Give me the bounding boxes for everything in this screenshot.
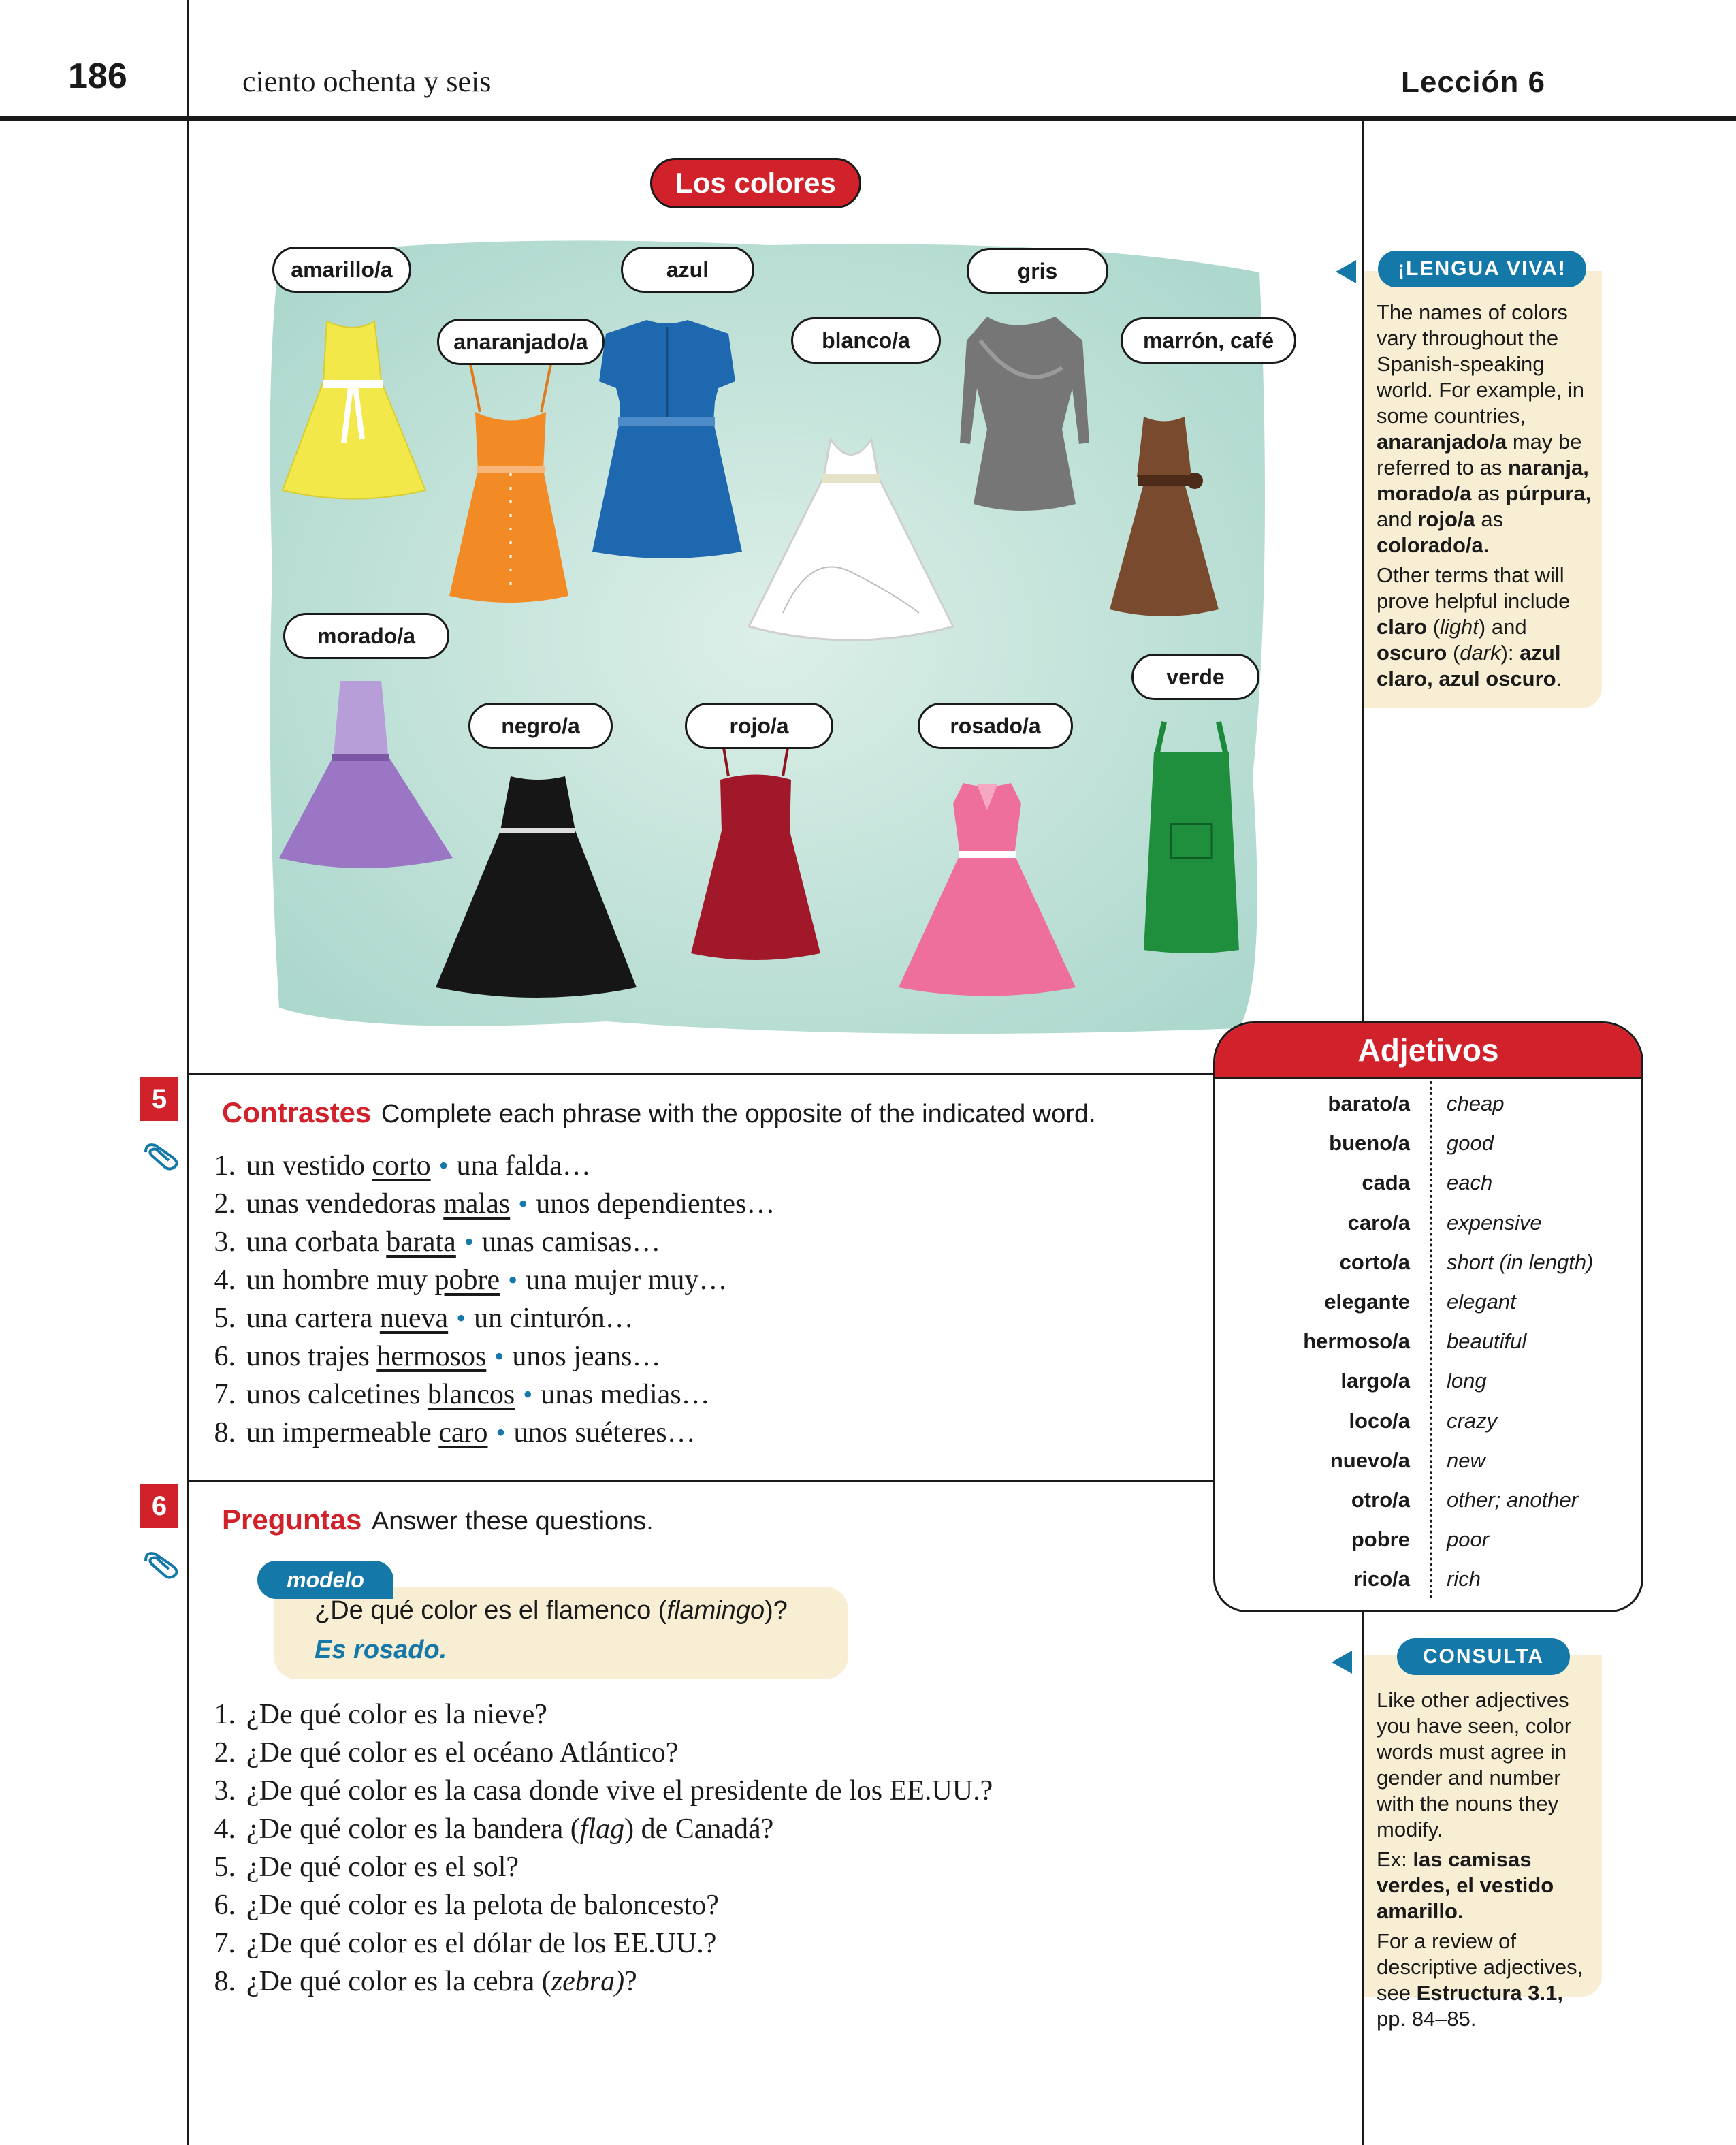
vocab-english: poor	[1447, 1527, 1490, 1552]
vocab-row	[1215, 1083, 1641, 1123]
label-amarillo: amarillo/a	[272, 247, 411, 293]
question-italic: flag	[579, 1813, 625, 1845]
vocab-spanish: barato/a	[1328, 1092, 1410, 1115]
label-blanco: blanco/a	[791, 317, 941, 364]
item-suffix: unos jeans…	[512, 1341, 661, 1372]
vocab-spanish: loco/a	[1349, 1408, 1410, 1433]
item-number: 1.	[214, 1150, 236, 1181]
bullet-icon: •	[518, 1188, 528, 1219]
consulta-text: Like other adjectives you have seen, color words must agree in gender and number with the nouns they modify. Ex: las camisas verdes, el vestido amarillo. For a review of descriptive adjectives, see Estructura 3.1, pp. 84–85.	[1377, 1688, 1584, 2031]
item-suffix: unas camisas…	[481, 1226, 661, 1258]
question-item	[197, 1886, 993, 1924]
exercise-item	[197, 1337, 775, 1376]
vocab-english: long	[1447, 1369, 1487, 1393]
vocab-english: beautiful	[1447, 1329, 1527, 1354]
vocab-spanish: elegante	[1324, 1290, 1410, 1314]
vocab-spanish: rico/a	[1353, 1567, 1410, 1591]
item-prefix: un vestido	[246, 1150, 372, 1181]
activity6-heading	[222, 1504, 654, 1536]
item-suffix: unos dependientes…	[536, 1188, 775, 1220]
activity5-heading	[222, 1096, 1096, 1129]
label-verde: verde	[1131, 654, 1259, 700]
vocab-spanish: cada	[1362, 1171, 1410, 1195]
vocab-row	[1215, 1242, 1641, 1282]
item-suffix: una falda…	[456, 1150, 591, 1181]
vocab-spanish: bueno/a	[1329, 1131, 1410, 1156]
item-key-word: hermosos	[376, 1341, 487, 1372]
label-marron-cafe: marrón, café	[1121, 317, 1296, 364]
vocab-row	[1215, 1401, 1641, 1440]
bullet-icon: •	[496, 1417, 506, 1448]
item-suffix: unos suéteres…	[513, 1417, 696, 1448]
vocab-row	[1215, 1123, 1641, 1162]
vocab-english: elegant	[1447, 1290, 1516, 1314]
activity5-title: Contrastes	[222, 1096, 372, 1128]
vocab-row	[1215, 1282, 1641, 1321]
item-prefix: unas vendedoras	[246, 1188, 444, 1220]
modelo-tab: modelo	[257, 1561, 393, 1599]
label-morado: morado/a	[283, 613, 449, 659]
question-item	[197, 1734, 993, 1772]
exercise-item	[197, 1299, 775, 1337]
green-overalls	[1144, 722, 1239, 953]
label-anaranjado: anaranjado/a	[437, 319, 605, 365]
consulta-heading: CONSULTA	[1397, 1638, 1570, 1675]
item-prefix: un impermeable	[246, 1417, 439, 1448]
vocab-spanish: corto/a	[1339, 1250, 1410, 1274]
section-title: Los colores	[650, 158, 861, 208]
bullet-icon: •	[464, 1226, 474, 1257]
item-key-word: barata	[386, 1226, 456, 1258]
vocab-spanish: hermoso/a	[1303, 1329, 1410, 1354]
vocab-spanish: pobre	[1351, 1527, 1410, 1552]
item-suffix: una mujer muy…	[526, 1265, 728, 1296]
modelo-answer: Es rosado.	[315, 1636, 447, 1664]
item-number: 4.	[214, 1813, 236, 1845]
item-key-word: nueva	[379, 1303, 449, 1334]
modelo-question: ¿De qué color es el flamenco (flamingo)?	[315, 1596, 788, 1625]
item-number: 3.	[214, 1226, 236, 1258]
vocab-english: short (in length)	[1447, 1250, 1594, 1274]
item-number: 7.	[214, 1928, 236, 1959]
exercise-item	[197, 1261, 775, 1299]
left-margin-rule	[187, 0, 189, 2145]
vocab-english: cheap	[1447, 1092, 1505, 1115]
sidebar-pointer-icon	[1336, 260, 1356, 283]
vocab-english: good	[1447, 1131, 1494, 1156]
item-prefix: unos trajes	[246, 1341, 377, 1372]
activity6-number: 6	[140, 1484, 178, 1528]
question-text: ¿De qué color es la nieve?	[246, 1699, 547, 1730]
vocab-spanish: largo/a	[1340, 1369, 1410, 1393]
bullet-icon: •	[523, 1379, 533, 1410]
item-number: 5.	[214, 1852, 236, 1883]
vocab-spanish: caro/a	[1347, 1210, 1410, 1235]
vocab-row	[1215, 1203, 1641, 1242]
item-number: 8.	[214, 1417, 236, 1448]
question-item	[197, 1772, 993, 1810]
label-azul: azul	[621, 247, 754, 293]
item-number: 1.	[214, 1699, 236, 1730]
item-prefix: un hombre muy	[246, 1265, 435, 1296]
lesson-title: Lección 6	[1401, 65, 1545, 99]
sidebar-pointer-icon	[1332, 1651, 1352, 1674]
activity5-list	[197, 1147, 775, 1452]
question-end: ) de Canadá?	[624, 1813, 774, 1845]
question-text: ¿De qué color es el sol?	[246, 1852, 519, 1883]
activity6-rule	[189, 1480, 1214, 1482]
activity6-list	[197, 1696, 993, 2001]
adjetivos-title: Adjetivos	[1215, 1023, 1641, 1079]
question-item	[197, 1810, 993, 1848]
page-number: 186	[68, 57, 127, 96]
paperclip-icon	[142, 1546, 182, 1580]
vocab-english: new	[1447, 1448, 1485, 1472]
paperclip-icon	[142, 1137, 182, 1171]
item-key-word: pobre	[434, 1265, 500, 1296]
vocab-english: expensive	[1447, 1210, 1542, 1235]
vocab-english: other; another	[1447, 1488, 1579, 1512]
item-key-word: blancos	[427, 1379, 515, 1410]
item-suffix: un cinturón…	[474, 1303, 634, 1334]
item-prefix: unos calcetines	[246, 1379, 428, 1410]
question-end: ?	[624, 1966, 637, 1997]
label-gris: gris	[967, 248, 1108, 294]
question-text: ¿De qué color es la cebra (	[246, 1966, 551, 1997]
item-prefix: una cartera	[246, 1303, 380, 1334]
activity6-instruction: Answer these questions.	[371, 1507, 654, 1536]
activity5-number: 5	[140, 1077, 178, 1121]
question-item	[197, 1924, 993, 1963]
exercise-item	[197, 1223, 775, 1261]
label-rosado: rosado/a	[918, 703, 1073, 749]
bullet-icon: •	[438, 1150, 449, 1181]
lengua-viva-text: The names of colors vary throughout the Spanish-speaking world. For example, in some countries, anaranjado/a may be referred to as naranja, morado/a as púrpura, and rojo/a as colorado/a. Other terms that will prove helpful include claro (light) and oscuro (dark): azul claro, azul oscuro.	[1377, 300, 1592, 690]
item-number: 6.	[214, 1341, 236, 1372]
vocab-row	[1215, 1440, 1641, 1480]
vocab-spanish: otro/a	[1351, 1488, 1410, 1512]
vocab-english: rich	[1447, 1567, 1481, 1591]
item-number: 6.	[214, 1890, 236, 1921]
vocab-row	[1215, 1480, 1641, 1519]
question-text: ¿De qué color es el océano Atlántico?	[246, 1737, 679, 1768]
item-number: 2.	[214, 1737, 236, 1768]
item-key-word: malas	[443, 1188, 511, 1220]
question-item	[197, 1848, 993, 1886]
item-suffix: unas medias…	[541, 1379, 710, 1410]
item-prefix: una corbata	[246, 1226, 387, 1258]
vocab-english: crazy	[1447, 1408, 1498, 1433]
vocab-row	[1215, 1361, 1641, 1400]
vocab-english: each	[1447, 1171, 1493, 1195]
adjetivos-divider	[1430, 1081, 1432, 1599]
exercise-item	[197, 1376, 775, 1414]
label-negro: negro/a	[468, 703, 613, 749]
question-item	[197, 1696, 993, 1734]
activity5-rule	[189, 1073, 1214, 1075]
item-number: 5.	[214, 1303, 236, 1334]
item-key-word: caro	[438, 1417, 488, 1448]
question-text: ¿De qué color es la bandera (	[246, 1813, 580, 1845]
bullet-icon: •	[494, 1341, 504, 1371]
question-text: ¿De qué color es la pelota de baloncesto?	[246, 1890, 719, 1921]
item-number: 4.	[214, 1265, 236, 1296]
activity5-instruction: Complete each phrase with the opposite of the indicated word.	[381, 1100, 1096, 1128]
vocab-row	[1215, 1162, 1641, 1202]
vocab-row	[1215, 1519, 1641, 1559]
exercise-item	[197, 1414, 775, 1452]
header-rule	[0, 116, 1736, 121]
vocab-spanish: nuevo/a	[1330, 1448, 1410, 1472]
colors-illustration	[266, 232, 1273, 1035]
page-number-words: ciento ochenta y seis	[242, 65, 492, 98]
question-item	[197, 1963, 993, 2001]
bullet-icon: •	[456, 1303, 466, 1333]
lengua-viva-heading: ¡LENGUA VIVA!	[1378, 251, 1586, 287]
question-text: ¿De qué color es la casa donde vive el presidente de los EE.UU.?	[246, 1775, 993, 1807]
exercise-item	[197, 1185, 775, 1223]
activity6-title: Preguntas	[222, 1504, 362, 1536]
adjetivos-box	[1213, 1021, 1643, 1612]
item-number: 7.	[214, 1379, 236, 1410]
exercise-item	[197, 1147, 775, 1185]
item-number: 2.	[214, 1188, 236, 1220]
vocab-row	[1215, 1321, 1641, 1361]
question-italic: zebra)	[551, 1966, 625, 1997]
item-number: 8.	[214, 1966, 236, 1997]
question-text: ¿De qué color es el dólar de los EE.UU.?	[246, 1928, 717, 1959]
item-key-word: corto	[372, 1150, 431, 1181]
bullet-icon: •	[508, 1265, 518, 1295]
item-number: 3.	[214, 1775, 236, 1807]
vocab-row	[1215, 1559, 1641, 1598]
label-rojo: rojo/a	[685, 703, 833, 749]
